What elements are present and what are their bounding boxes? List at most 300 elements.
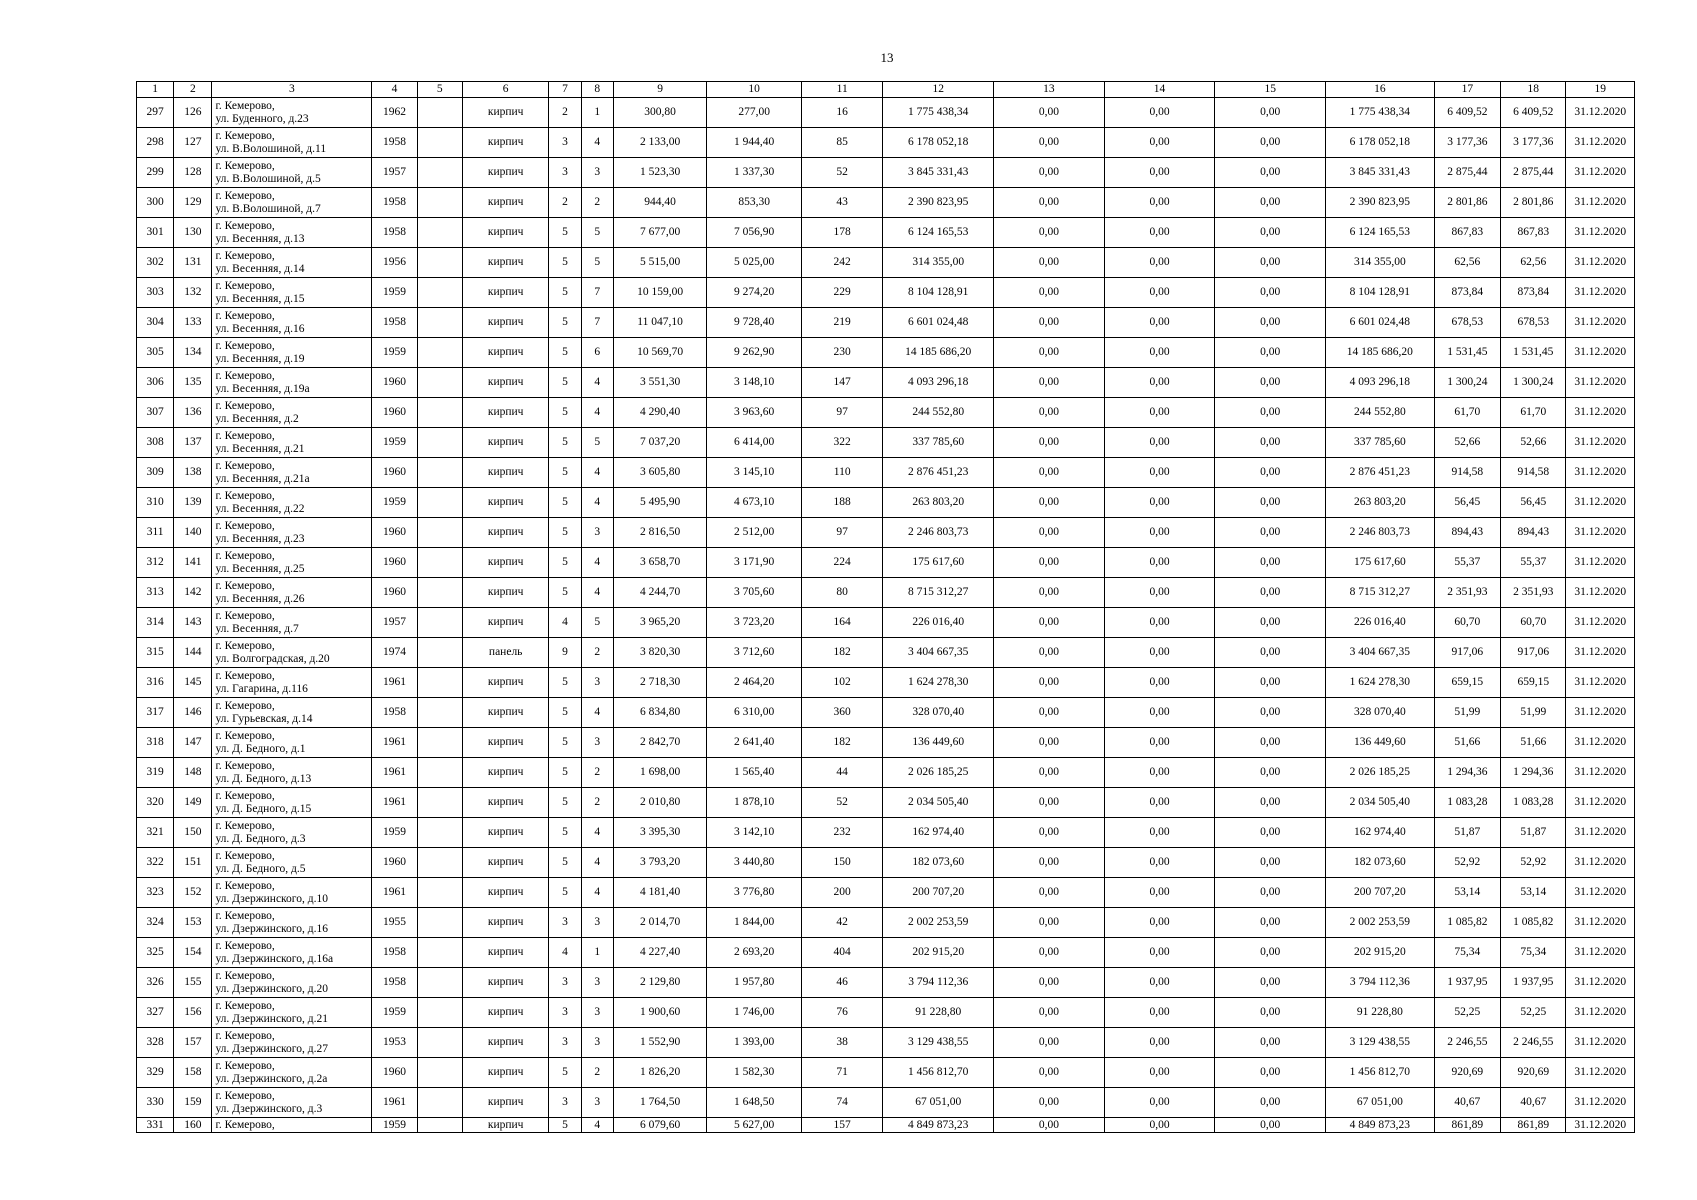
cell-c11: 85 [801, 128, 882, 158]
cell-c9: 1 523,30 [613, 158, 707, 188]
address-city: г. Кемерово, [215, 189, 275, 202]
address-city: г. Кемерово, [215, 639, 275, 652]
cell-c2: 149 [174, 788, 212, 818]
cell-c8: 3 [581, 158, 613, 188]
cell-c8: 3 [581, 668, 613, 698]
cell-c5 [417, 488, 462, 518]
cell-c15: 0,00 [1215, 398, 1326, 428]
table-row [137, 1118, 1635, 1133]
cell-c4: 1960 [372, 578, 417, 608]
cell-c18: 867,83 [1501, 218, 1566, 248]
cell-c16: 200 707,20 [1326, 878, 1435, 908]
cell-c17: 867,83 [1434, 218, 1500, 248]
cell-c12: 337 785,60 [883, 428, 994, 458]
cell-c9: 10 569,70 [613, 338, 707, 368]
cell-c15: 0,00 [1215, 968, 1326, 998]
cell-c6: кирпич [462, 518, 549, 548]
cell-c10: 9 274,20 [707, 278, 802, 308]
cell-c19: 31.12.2020 [1566, 848, 1635, 878]
cell-c2: 141 [174, 548, 212, 578]
address-cell [212, 728, 372, 758]
cell-c15: 0,00 [1215, 1118, 1326, 1133]
cell-c10: 3 723,20 [707, 608, 802, 638]
address-city: г. Кемерово, [215, 249, 275, 262]
address-cell [212, 1088, 372, 1118]
cell-c2: 128 [174, 158, 212, 188]
cell-c7: 3 [549, 1028, 581, 1058]
cell-c16: 6 601 024,48 [1326, 308, 1435, 338]
cell-c7: 4 [549, 938, 581, 968]
cell-c8: 6 [581, 338, 613, 368]
cell-c16: 1 775 438,34 [1326, 98, 1435, 128]
cell-c19: 31.12.2020 [1566, 548, 1635, 578]
cell-c9: 6 079,60 [613, 1118, 707, 1133]
cell-c12: 3 794 112,36 [883, 968, 994, 998]
cell-c15: 0,00 [1215, 848, 1326, 878]
cell-c6: кирпич [462, 218, 549, 248]
address-city: г. Кемерово, [215, 519, 275, 532]
cell-c17: 914,58 [1434, 458, 1500, 488]
cell-c11: 404 [801, 938, 882, 968]
cell-c16: 263 803,20 [1326, 488, 1435, 518]
cell-c13: 0,00 [994, 128, 1105, 158]
cell-c7: 5 [549, 278, 581, 308]
cell-c2: 131 [174, 248, 212, 278]
cell-c8: 4 [581, 818, 613, 848]
cell-c8: 1 [581, 98, 613, 128]
table-row [137, 368, 1635, 398]
cell-c2: 146 [174, 698, 212, 728]
cell-c4: 1960 [372, 518, 417, 548]
cell-c17: 51,66 [1434, 728, 1500, 758]
column-header-10: 10 [707, 82, 802, 98]
cell-c19: 31.12.2020 [1566, 1088, 1635, 1118]
cell-c9: 1 764,50 [613, 1088, 707, 1118]
address-street: ул. Волгоградская, д.20 [215, 652, 330, 665]
cell-c17: 75,34 [1434, 938, 1500, 968]
column-header-14: 14 [1104, 82, 1215, 98]
cell-c12: 3 845 331,43 [883, 158, 994, 188]
cell-c2: 129 [174, 188, 212, 218]
cell-c8: 5 [581, 428, 613, 458]
cell-c7: 5 [549, 728, 581, 758]
cell-c12: 226 016,40 [883, 608, 994, 638]
cell-c16: 182 073,60 [1326, 848, 1435, 878]
cell-c11: 38 [801, 1028, 882, 1058]
column-header-2: 2 [174, 82, 212, 98]
cell-c13: 0,00 [994, 398, 1105, 428]
address-cell [212, 968, 372, 998]
cell-c9: 2 718,30 [613, 668, 707, 698]
cell-c14: 0,00 [1104, 578, 1215, 608]
cell-c15: 0,00 [1215, 788, 1326, 818]
cell-c18: 917,06 [1501, 638, 1566, 668]
address-city: г. Кемерово, [215, 129, 275, 142]
cell-c2: 142 [174, 578, 212, 608]
cell-c5 [417, 308, 462, 338]
cell-c9: 1 552,90 [613, 1028, 707, 1058]
cell-c6: кирпич [462, 908, 549, 938]
cell-c19: 31.12.2020 [1566, 578, 1635, 608]
cell-c1: 313 [137, 578, 174, 608]
cell-c19: 31.12.2020 [1566, 308, 1635, 338]
cell-c2: 140 [174, 518, 212, 548]
cell-c19: 31.12.2020 [1566, 188, 1635, 218]
cell-c15: 0,00 [1215, 1058, 1326, 1088]
cell-c2: 126 [174, 98, 212, 128]
address-cell [212, 158, 372, 188]
cell-c4: 1961 [372, 668, 417, 698]
cell-c7: 5 [549, 578, 581, 608]
cell-c6: кирпич [462, 188, 549, 218]
cell-c5 [417, 548, 462, 578]
cell-c13: 0,00 [994, 278, 1105, 308]
address-city: г. Кемерово, [215, 909, 275, 922]
cell-c15: 0,00 [1215, 158, 1326, 188]
cell-c12: 1 775 438,34 [883, 98, 994, 128]
cell-c17: 1 937,95 [1434, 968, 1500, 998]
address-street: ул. Дзержинского, д.16а [215, 952, 334, 965]
cell-c18: 61,70 [1501, 398, 1566, 428]
cell-c13: 0,00 [994, 728, 1105, 758]
address-city: г. Кемерово, [215, 759, 275, 772]
cell-c12: 3 404 667,35 [883, 638, 994, 668]
cell-c18: 861,89 [1501, 1118, 1566, 1133]
address-cell [212, 818, 372, 848]
cell-c15: 0,00 [1215, 218, 1326, 248]
cell-c14: 0,00 [1104, 908, 1215, 938]
cell-c11: 110 [801, 458, 882, 488]
cell-c4: 1974 [372, 638, 417, 668]
cell-c4: 1959 [372, 338, 417, 368]
column-header-6: 6 [462, 82, 549, 98]
cell-c14: 0,00 [1104, 308, 1215, 338]
cell-c6: кирпич [462, 938, 549, 968]
cell-c16: 2 246 803,73 [1326, 518, 1435, 548]
address-cell [212, 428, 372, 458]
cell-c10: 3 171,90 [707, 548, 802, 578]
cell-c14: 0,00 [1104, 1028, 1215, 1058]
cell-c16: 337 785,60 [1326, 428, 1435, 458]
table-row [137, 218, 1635, 248]
address-street: ул. Весенняя, д.14 [215, 262, 305, 275]
address-street: ул. Весенняя, д.25 [215, 562, 305, 575]
address-cell [212, 188, 372, 218]
cell-c10: 1 393,00 [707, 1028, 802, 1058]
address-city: г. Кемерово, [215, 1029, 275, 1042]
cell-c14: 0,00 [1104, 938, 1215, 968]
cell-c8: 4 [581, 128, 613, 158]
cell-c1: 301 [137, 218, 174, 248]
address-street: ул. Дзержинского, д.21 [215, 1012, 328, 1025]
cell-c8: 4 [581, 548, 613, 578]
cell-c7: 5 [549, 818, 581, 848]
cell-c6: кирпич [462, 548, 549, 578]
cell-c15: 0,00 [1215, 578, 1326, 608]
cell-c4: 1960 [372, 1058, 417, 1088]
cell-c16: 4 849 873,23 [1326, 1118, 1435, 1133]
cell-c8: 4 [581, 398, 613, 428]
cell-c19: 31.12.2020 [1566, 968, 1635, 998]
address-street: ул. В.Волошиной, д.5 [215, 172, 321, 185]
cell-c14: 0,00 [1104, 158, 1215, 188]
cell-c7: 5 [549, 308, 581, 338]
cell-c4: 1960 [372, 848, 417, 878]
cell-c11: 157 [801, 1118, 882, 1133]
cell-c14: 0,00 [1104, 368, 1215, 398]
cell-c11: 322 [801, 428, 882, 458]
cell-c2: 127 [174, 128, 212, 158]
cell-c9: 3 793,20 [613, 848, 707, 878]
cell-c11: 52 [801, 788, 882, 818]
cell-c15: 0,00 [1215, 518, 1326, 548]
cell-c4: 1956 [372, 248, 417, 278]
cell-c7: 3 [549, 128, 581, 158]
cell-c12: 162 974,40 [883, 818, 994, 848]
cell-c14: 0,00 [1104, 1058, 1215, 1088]
cell-c1: 298 [137, 128, 174, 158]
cell-c16: 3 794 112,36 [1326, 968, 1435, 998]
cell-c10: 2 512,00 [707, 518, 802, 548]
address-cell [212, 398, 372, 428]
cell-c4: 1959 [372, 1118, 417, 1133]
address-city: г. Кемерово, [215, 669, 275, 682]
cell-c18: 1 083,28 [1501, 788, 1566, 818]
column-header-16: 16 [1326, 82, 1435, 98]
cell-c19: 31.12.2020 [1566, 158, 1635, 188]
column-header-3: 3 [212, 82, 372, 98]
cell-c14: 0,00 [1104, 638, 1215, 668]
cell-c1: 314 [137, 608, 174, 638]
cell-c14: 0,00 [1104, 668, 1215, 698]
address-cell [212, 848, 372, 878]
cell-c17: 62,56 [1434, 248, 1500, 278]
cell-c1: 323 [137, 878, 174, 908]
cell-c18: 1 531,45 [1501, 338, 1566, 368]
cell-c5 [417, 998, 462, 1028]
table-row [137, 278, 1635, 308]
address-street: ул. Д. Бедного, д.5 [215, 862, 306, 875]
cell-c1: 316 [137, 668, 174, 698]
cell-c19: 31.12.2020 [1566, 1028, 1635, 1058]
address-street: ул. Весенняя, д.19а [215, 382, 310, 395]
cell-c10: 3 440,80 [707, 848, 802, 878]
column-header-12: 12 [883, 82, 994, 98]
cell-c5 [417, 638, 462, 668]
cell-c17: 51,87 [1434, 818, 1500, 848]
cell-c5 [417, 788, 462, 818]
cell-c11: 44 [801, 758, 882, 788]
cell-c6: кирпич [462, 968, 549, 998]
address-cell [212, 668, 372, 698]
table-row [137, 338, 1635, 368]
cell-c18: 2 801,86 [1501, 188, 1566, 218]
cell-c12: 6 178 052,18 [883, 128, 994, 158]
cell-c13: 0,00 [994, 998, 1105, 1028]
cell-c1: 303 [137, 278, 174, 308]
cell-c13: 0,00 [994, 248, 1105, 278]
cell-c5 [417, 188, 462, 218]
cell-c14: 0,00 [1104, 998, 1215, 1028]
cell-c8: 1 [581, 938, 613, 968]
cell-c18: 873,84 [1501, 278, 1566, 308]
cell-c7: 5 [549, 698, 581, 728]
table-row [137, 398, 1635, 428]
cell-c5 [417, 248, 462, 278]
cell-c15: 0,00 [1215, 638, 1326, 668]
cell-c18: 678,53 [1501, 308, 1566, 338]
address-city: г. Кемерово, [215, 969, 275, 982]
cell-c8: 2 [581, 758, 613, 788]
cell-c9: 1 900,60 [613, 998, 707, 1028]
cell-c13: 0,00 [994, 938, 1105, 968]
cell-c16: 6 124 165,53 [1326, 218, 1435, 248]
cell-c17: 52,25 [1434, 998, 1500, 1028]
cell-c5 [417, 278, 462, 308]
cell-c19: 31.12.2020 [1566, 128, 1635, 158]
cell-c13: 0,00 [994, 1088, 1105, 1118]
cell-c17: 61,70 [1434, 398, 1500, 428]
cell-c1: 322 [137, 848, 174, 878]
cell-c8: 4 [581, 698, 613, 728]
cell-c9: 944,40 [613, 188, 707, 218]
cell-c6: кирпич [462, 98, 549, 128]
cell-c18: 60,70 [1501, 608, 1566, 638]
cell-c6: кирпич [462, 128, 549, 158]
address-cell [212, 908, 372, 938]
table-row [137, 908, 1635, 938]
cell-c19: 31.12.2020 [1566, 278, 1635, 308]
address-cell [212, 128, 372, 158]
table-row [137, 848, 1635, 878]
cell-c9: 4 290,40 [613, 398, 707, 428]
cell-c14: 0,00 [1104, 968, 1215, 998]
cell-c14: 0,00 [1104, 488, 1215, 518]
address-street: ул. Дзержинского, д.10 [215, 892, 328, 905]
cell-c2: 139 [174, 488, 212, 518]
cell-c16: 91 228,80 [1326, 998, 1435, 1028]
cell-c16: 2 034 505,40 [1326, 788, 1435, 818]
address-cell [212, 998, 372, 1028]
cell-c9: 2 129,80 [613, 968, 707, 998]
table-row [137, 488, 1635, 518]
cell-c11: 43 [801, 188, 882, 218]
cell-c5 [417, 218, 462, 248]
cell-c13: 0,00 [994, 1028, 1105, 1058]
address-cell [212, 638, 372, 668]
address-city: г. Кемерово, [215, 849, 275, 862]
cell-c6: кирпич [462, 1118, 549, 1133]
address-street: ул. Д. Бедного, д.1 [215, 742, 306, 755]
cell-c15: 0,00 [1215, 1088, 1326, 1118]
address-cell [212, 338, 372, 368]
cell-c13: 0,00 [994, 878, 1105, 908]
cell-c18: 6 409,52 [1501, 98, 1566, 128]
address-cell [212, 788, 372, 818]
cell-c13: 0,00 [994, 608, 1105, 638]
cell-c5 [417, 1058, 462, 1088]
cell-c1: 300 [137, 188, 174, 218]
table-row [137, 728, 1635, 758]
cell-c19: 31.12.2020 [1566, 818, 1635, 848]
cell-c4: 1961 [372, 788, 417, 818]
address-cell [212, 608, 372, 638]
cell-c10: 1 582,30 [707, 1058, 802, 1088]
cell-c12: 200 707,20 [883, 878, 994, 908]
cell-c17: 1 085,82 [1434, 908, 1500, 938]
address-cell [212, 1058, 372, 1088]
cell-c8: 7 [581, 278, 613, 308]
cell-c10: 6 414,00 [707, 428, 802, 458]
cell-c4: 1959 [372, 488, 417, 518]
cell-c14: 0,00 [1104, 1118, 1215, 1133]
cell-c5 [417, 818, 462, 848]
table-row [137, 758, 1635, 788]
cell-c10: 1 648,50 [707, 1088, 802, 1118]
address-city: г. Кемерово, [215, 489, 275, 502]
cell-c5 [417, 878, 462, 908]
cell-c4: 1960 [372, 458, 417, 488]
cell-c18: 56,45 [1501, 488, 1566, 518]
column-header-13: 13 [994, 82, 1105, 98]
cell-c12: 2 390 823,95 [883, 188, 994, 218]
cell-c15: 0,00 [1215, 338, 1326, 368]
address-city: г. Кемерово, [215, 1089, 275, 1102]
address-cell [212, 758, 372, 788]
cell-c13: 0,00 [994, 548, 1105, 578]
cell-c12: 4 849 873,23 [883, 1118, 994, 1133]
cell-c4: 1958 [372, 308, 417, 338]
cell-c14: 0,00 [1104, 398, 1215, 428]
cell-c18: 894,43 [1501, 518, 1566, 548]
cell-c19: 31.12.2020 [1566, 248, 1635, 278]
cell-c1: 312 [137, 548, 174, 578]
cell-c7: 2 [549, 188, 581, 218]
cell-c2: 147 [174, 728, 212, 758]
cell-c15: 0,00 [1215, 698, 1326, 728]
cell-c11: 182 [801, 728, 882, 758]
address-city: г. Кемерово, [215, 879, 275, 892]
column-header-5: 5 [417, 82, 462, 98]
cell-c5 [417, 158, 462, 188]
cell-c6: кирпич [462, 158, 549, 188]
cell-c7: 5 [549, 488, 581, 518]
cell-c10: 1 844,00 [707, 908, 802, 938]
cell-c10: 9 262,90 [707, 338, 802, 368]
cell-c14: 0,00 [1104, 98, 1215, 128]
cell-c5 [417, 518, 462, 548]
cell-c14: 0,00 [1104, 1088, 1215, 1118]
cell-c14: 0,00 [1104, 428, 1215, 458]
address-street: ул. Д. Бедного, д.15 [215, 802, 312, 815]
cell-c7: 5 [549, 368, 581, 398]
cell-c15: 0,00 [1215, 878, 1326, 908]
cell-c6: кирпич [462, 278, 549, 308]
cell-c8: 4 [581, 578, 613, 608]
cell-c2: 138 [174, 458, 212, 488]
cell-c9: 2 842,70 [613, 728, 707, 758]
cell-c4: 1958 [372, 698, 417, 728]
table-row [137, 938, 1635, 968]
cell-c9: 3 551,30 [613, 368, 707, 398]
cell-c16: 8 104 128,91 [1326, 278, 1435, 308]
cell-c2: 132 [174, 278, 212, 308]
cell-c11: 76 [801, 998, 882, 1028]
address-cell [212, 1028, 372, 1058]
address-street: ул. Дзержинского, д.16 [215, 922, 328, 935]
cell-c17: 55,37 [1434, 548, 1500, 578]
cell-c11: 80 [801, 578, 882, 608]
